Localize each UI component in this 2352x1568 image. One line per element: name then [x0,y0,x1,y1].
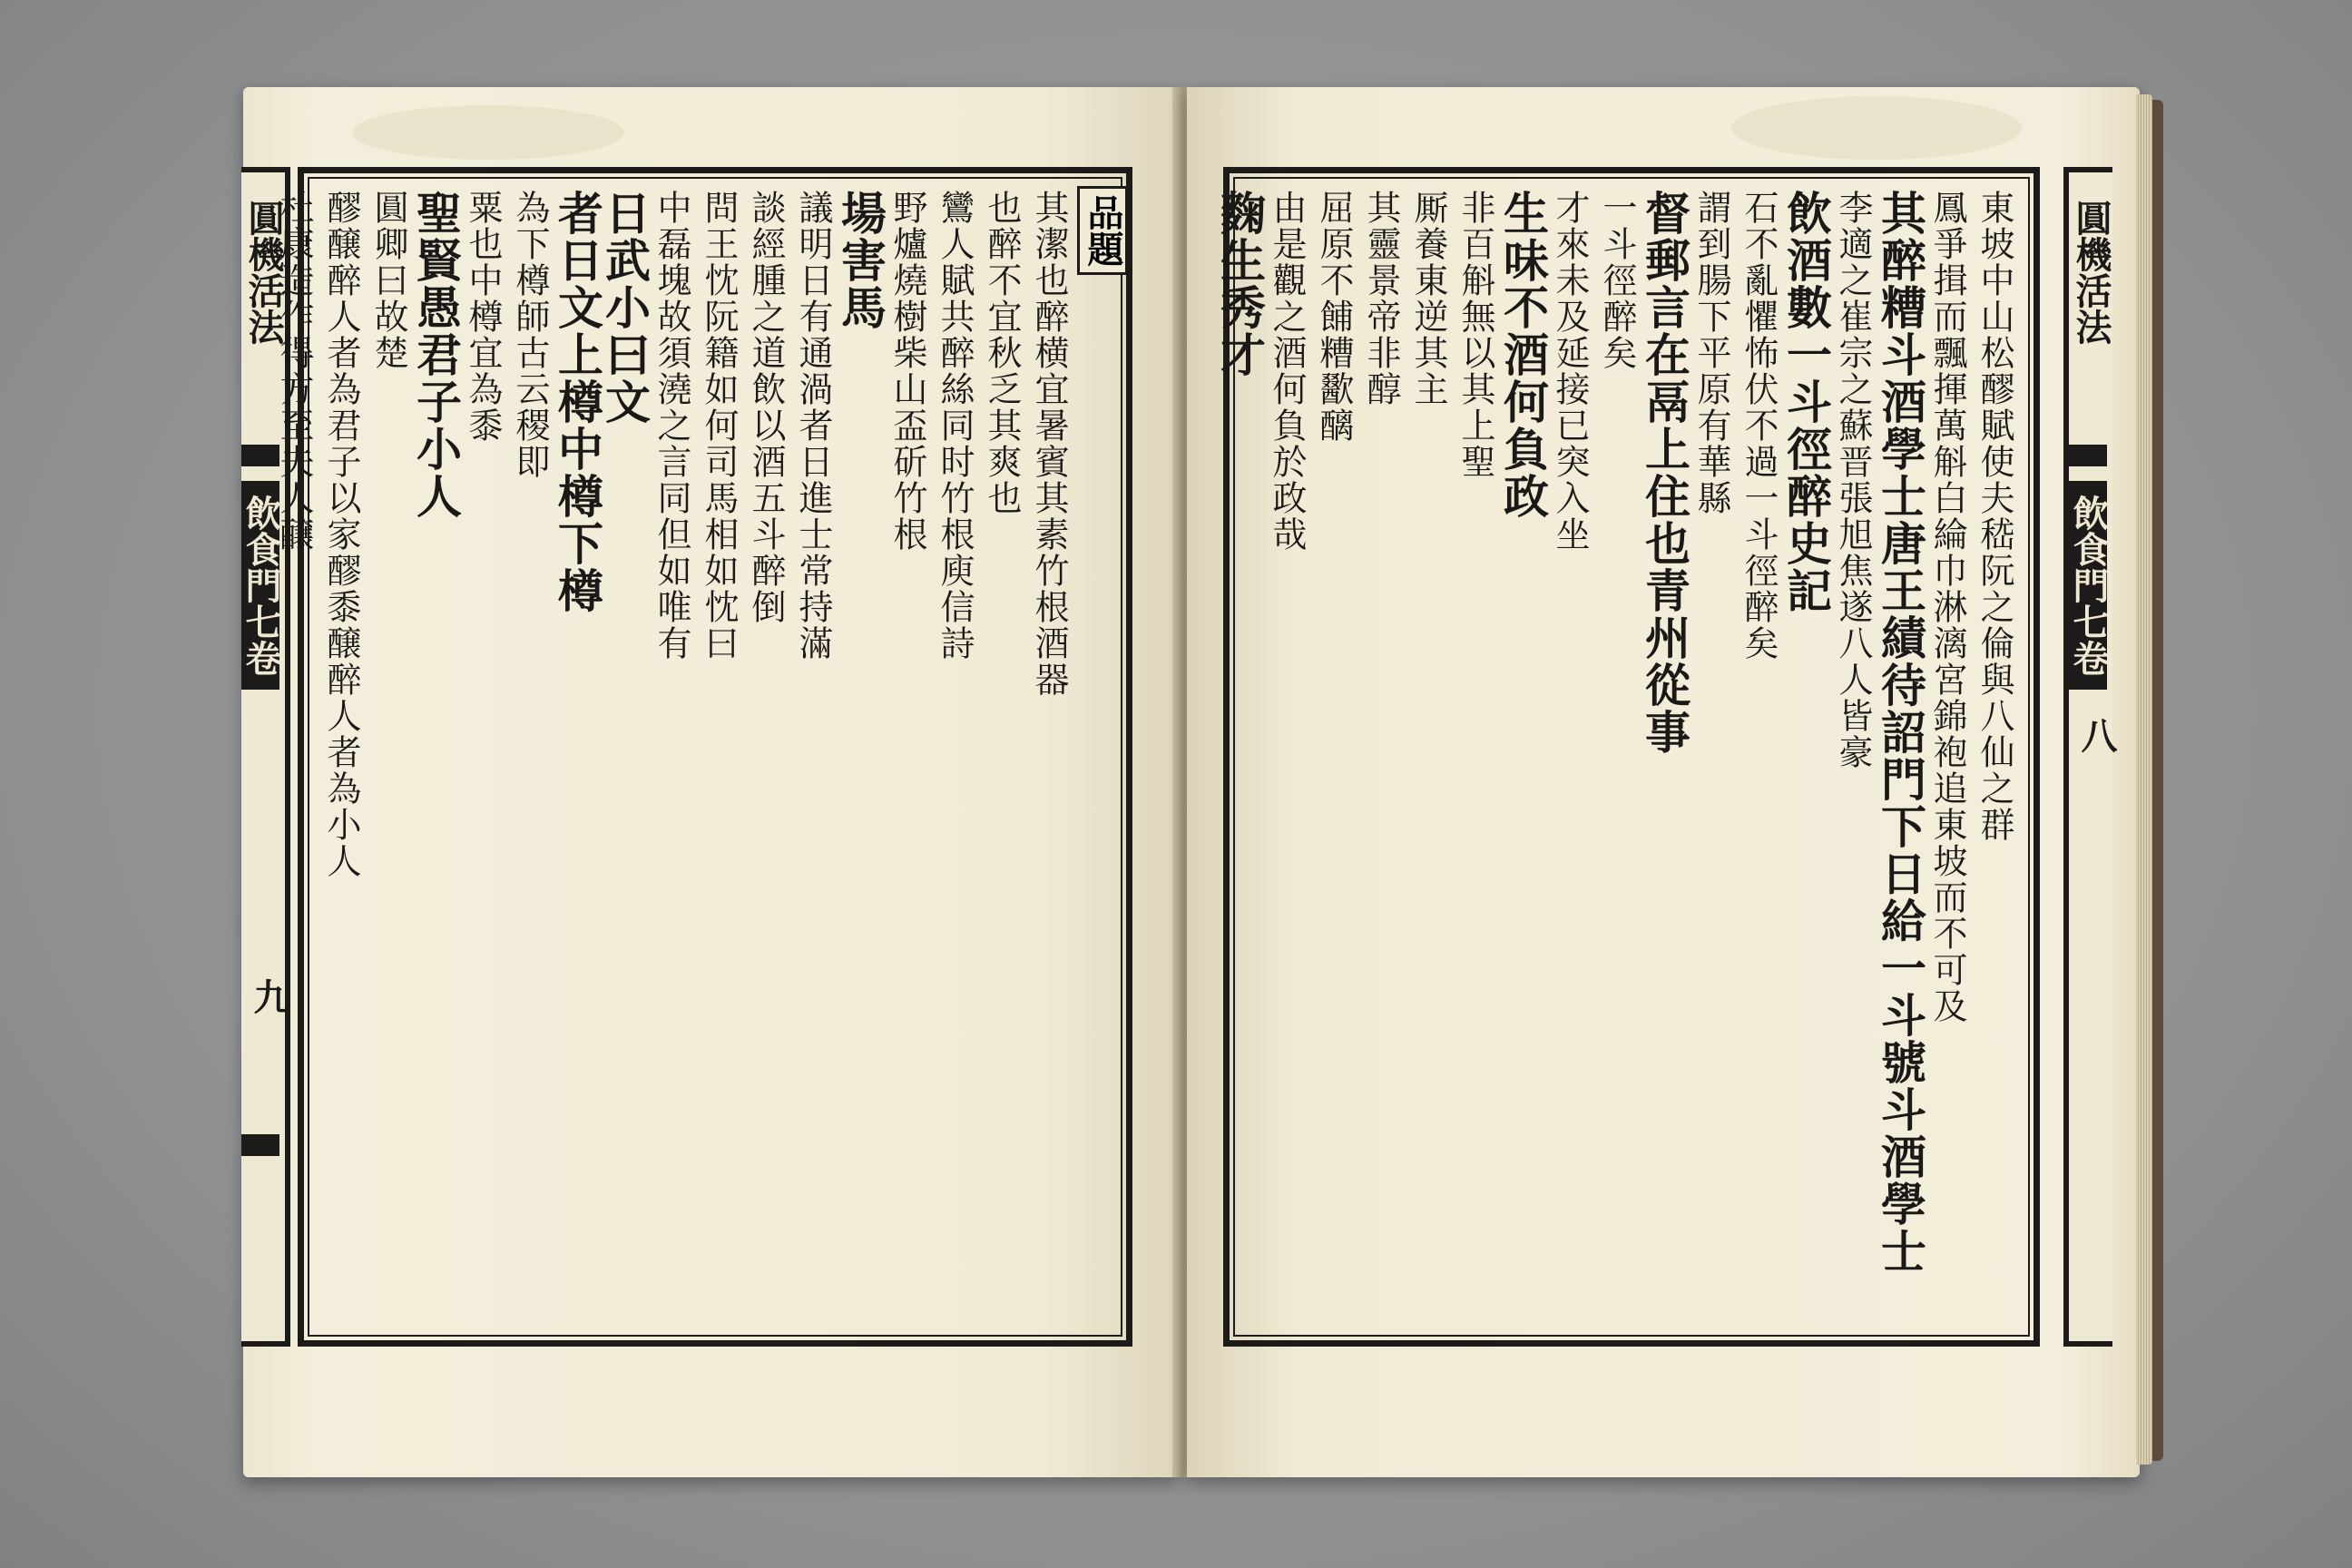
heading-column: 麴生秀才 [1213,190,1267,378]
text-column: 圓卿曰故楚 [368,190,408,371]
text-column: 中磊塊故須澆之言同但如唯有 [652,190,691,662]
heading-column: 場害馬 [834,190,887,331]
left-margin-title: 圓機活法 [242,200,285,345]
text-column: 鳳爭揖而飄揮萬斛白綸巾淋漓宮錦袍追東坡而不可及 [1927,190,1967,1024]
heading-column: 聖賢愚君子小人 [409,190,463,520]
text-column: 其靈景帝非醇 [1361,190,1401,407]
right-folio-number: 八 [2075,717,2118,753]
paper-stain [1731,96,2022,160]
heading-column: 其醉糟斗酒學士唐王績待詔門下日給一斗號斗酒學士 [1874,190,1927,1275]
right-margin-title: 圓機活法 [2070,200,2112,345]
heading-column: 者日文上樽中樽下樽 [551,190,604,614]
text-column: 屈原不餔糟歠醨 [1314,190,1354,444]
text-column: 非百斛無以其上聖 [1455,190,1495,480]
heading-column: 日武小曰文 [598,190,652,426]
heading-column: 督郵言在鬲上住也青州從事 [1638,190,1691,756]
right-text-block [1213,167,2040,1347]
head-label-box: 品題 [1077,186,1128,275]
text-column: 李適之崔宗之蘇晋張旭焦遂八人皆豪 [1833,190,1873,770]
text-column: 一斗徑醉矣 [1597,190,1637,371]
book-cover-edge [2152,100,2163,1461]
text-column: 才來未及延接已突入坐 [1550,190,1590,553]
right-margin-label: 飲食門七卷 [2069,481,2107,690]
right-page [1187,87,2140,1477]
left-folio-number: 九 [248,978,290,1014]
open-book [240,87,2140,1477]
text-column: 杜康造作得方至夫人醸 [274,190,314,553]
text-column: 其潔也醉横宜暑賓其素竹根酒器 [1029,190,1069,698]
paper-stain [352,105,624,160]
text-column: 粟也中樽宜為黍 [463,190,503,444]
text-column: 鸞人賦共醉絲同时竹根庾信詩 [935,190,975,662]
text-column: 醪醸醉人者為君子以家醪黍醸醉人者為小人 [321,190,361,879]
fish-tail-mark [2069,445,2107,466]
text-column: 也醉不宜秋乏其爽也 [982,190,1022,516]
text-column: 東坡中山松醪賦使夫嵇阮之倫與八仙之群 [1975,190,2014,843]
left-text-block [274,167,1132,1347]
right-text-columns [1213,190,2017,1324]
text-column: 野爐燒樹柴山盃斫竹根 [887,190,927,553]
page-edges [2136,94,2152,1465]
text-column: 厮養東逆其主 [1408,190,1448,407]
text-column: 議明日有通渦者日進士常持滿 [793,190,833,662]
text-column: 談經腫之道飲以酒五斗醉倒 [746,190,786,625]
heading-column: 飲酒數一斗徑醉史記 [1779,190,1833,614]
left-margin-label: 飲食門七卷 [241,481,279,690]
text-column: 為下樽師古云稷即 [510,190,550,480]
text-column: 謂到腸下平原有華縣 [1691,190,1731,516]
text-column: 問王忱阮籍如何司馬相如忱曰 [699,190,739,662]
right-page-margin-strip [2063,167,2118,1347]
text-column: 石不亂懼怖伏不過一斗徑醉矣 [1739,190,1779,662]
heading-column: 生味不酒何負政 [1496,190,1550,520]
left-text-columns [274,190,1072,1324]
text-column: 由是觀之酒何負於政哉 [1267,190,1307,553]
left-page [240,87,1178,1477]
